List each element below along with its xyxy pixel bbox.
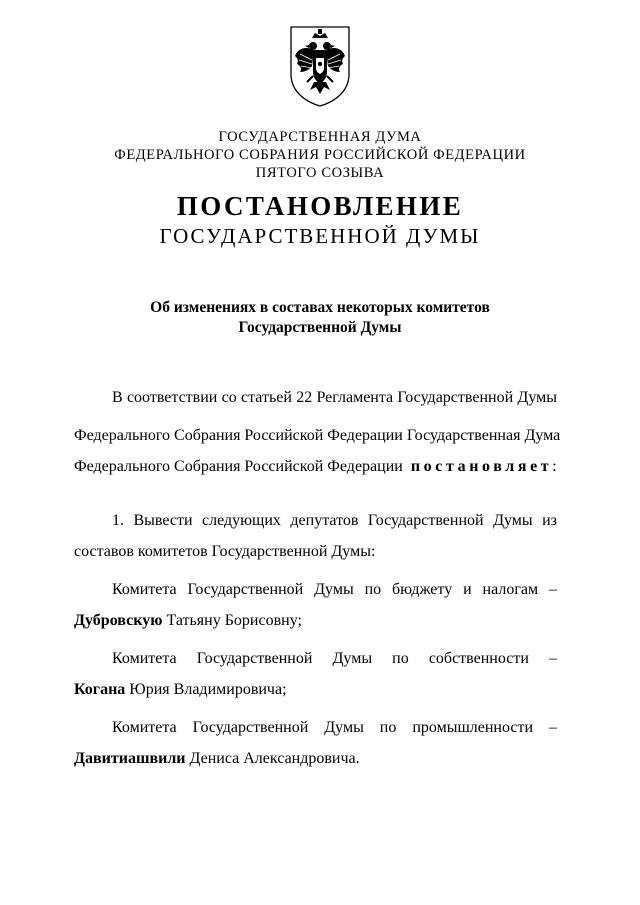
deputy-given-names: Дениса Александровича.	[185, 750, 360, 767]
deputy-surname: Когана	[74, 681, 126, 698]
preamble-colon: :	[552, 458, 557, 475]
subject-line-2: Государственной Думы	[238, 319, 402, 336]
deputy-item-2	[74, 680, 287, 700]
subject-line-1: Об изменениях в составах некоторых комитетов	[150, 299, 490, 316]
preamble-text: Федерального Собрания Российской Федерации	[74, 458, 403, 475]
deputy-surname: Давитиашвили	[74, 750, 186, 767]
resolves-word: постановляет	[410, 458, 553, 475]
deputy-surname: Дубровскую	[74, 612, 163, 629]
deputy-item-1	[74, 611, 302, 631]
committee-budget-line: Комитета Государственной Думы по бюджету и налогам –	[112, 581, 557, 598]
preamble-line-2: Федерального Собрания Российской Федерации Государственная Дума	[74, 427, 561, 444]
document-issuer: ГОСУДАРСТВЕННОЙ ДУМЫ	[159, 224, 481, 248]
document-type-title: ПОСТАНОВЛЕНИЕ	[176, 191, 464, 221]
preamble-line-3	[74, 457, 557, 477]
coat-of-arms-emblem	[288, 24, 352, 108]
preamble-line-1: В соответствии со статьей 22 Регламента Государственной Думы	[112, 389, 557, 406]
deputy-given-names: Юрия Владимировича;	[125, 681, 287, 698]
coat-of-arms-icon	[288, 24, 352, 108]
committee-property-line: Комитета Государственной Думы по собственности –	[112, 650, 557, 667]
deputy-item-3	[74, 749, 360, 769]
clause-1-line-2: составов комитетов Государственной Думы:	[74, 543, 376, 560]
deputy-given-names: Татьяну Борисовну;	[162, 612, 302, 629]
clause-1-line-1: 1. Вывести следующих депутатов Государственной Думы из	[112, 512, 557, 529]
org-name-line-2: ФЕДЕРАЛЬНОГО СОБРАНИЯ РОССИЙСКОЙ ФЕДЕРАЦИИ	[114, 147, 526, 163]
org-name-line-1: ГОСУДАРСТВЕННАЯ ДУМА	[218, 129, 422, 145]
committee-industry-line: Комитета Государственной Думы по промышленности –	[112, 719, 557, 736]
convocation-line: ПЯТОГО СОЗЫВА	[255, 165, 385, 181]
